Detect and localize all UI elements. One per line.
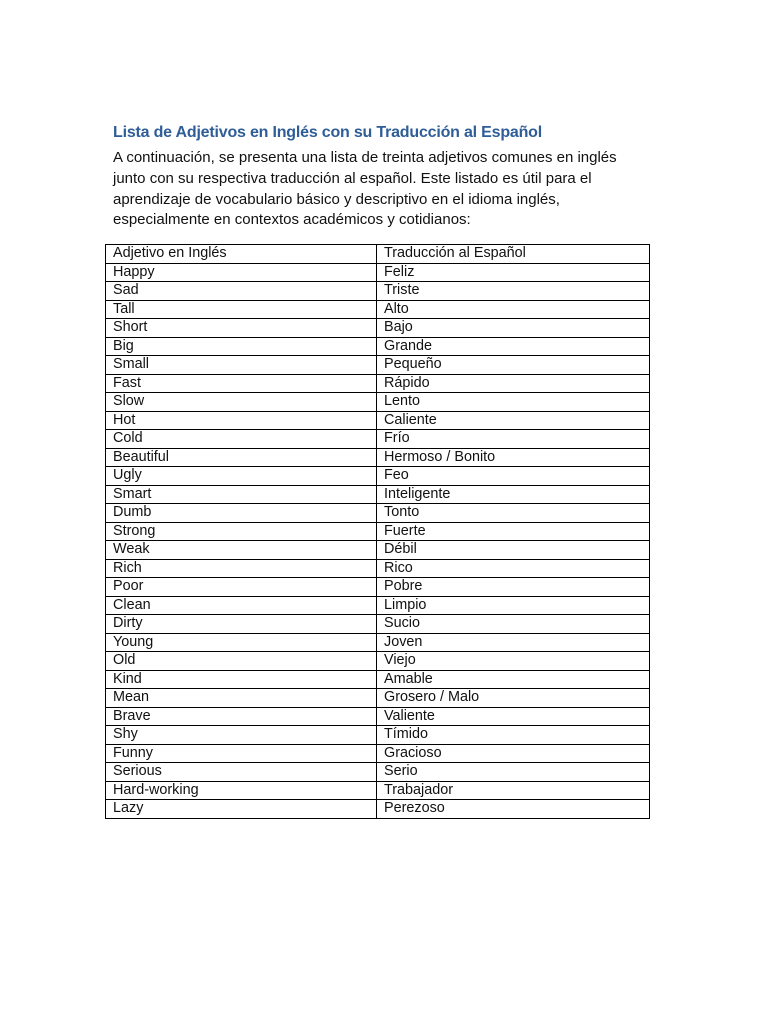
- table-row: [106, 800, 650, 819]
- table-row: [106, 522, 650, 541]
- table-row: [106, 689, 650, 708]
- table-row: [106, 707, 650, 726]
- cell-english-adjective: Lazy: [106, 800, 377, 819]
- cell-spanish-translation: Frío: [377, 430, 650, 449]
- cell-spanish-translation: Fuerte: [377, 522, 650, 541]
- cell-english-adjective: Shy: [106, 726, 377, 745]
- table-row: [106, 430, 650, 449]
- cell-english-adjective: Mean: [106, 689, 377, 708]
- cell-spanish-translation: Trabajador: [377, 781, 650, 800]
- table-row: [106, 633, 650, 652]
- table-row: [106, 282, 650, 301]
- cell-spanish-translation: Rico: [377, 559, 650, 578]
- cell-english-adjective: Rich: [106, 559, 377, 578]
- cell-spanish-translation: Grande: [377, 337, 650, 356]
- cell-english-adjective: Hard-working: [106, 781, 377, 800]
- table-row: [106, 300, 650, 319]
- cell-spanish-translation: Viejo: [377, 652, 650, 671]
- table-row: [106, 319, 650, 338]
- cell-english-adjective: Strong: [106, 522, 377, 541]
- cell-english-adjective: Slow: [106, 393, 377, 412]
- cell-english-adjective: Sad: [106, 282, 377, 301]
- header-spanish: Traducción al Español: [377, 245, 650, 264]
- cell-english-adjective: Young: [106, 633, 377, 652]
- cell-english-adjective: Funny: [106, 744, 377, 763]
- cell-spanish-translation: Limpio: [377, 596, 650, 615]
- cell-english-adjective: Weak: [106, 541, 377, 560]
- cell-spanish-translation: Débil: [377, 541, 650, 560]
- adjectives-table: [105, 244, 650, 819]
- cell-english-adjective: Smart: [106, 485, 377, 504]
- table-row: [106, 374, 650, 393]
- cell-spanish-translation: Feo: [377, 467, 650, 486]
- cell-english-adjective: Small: [106, 356, 377, 375]
- cell-spanish-translation: Caliente: [377, 411, 650, 430]
- cell-english-adjective: Ugly: [106, 467, 377, 486]
- table-body: [106, 245, 650, 819]
- table-row: [106, 596, 650, 615]
- table-row: [106, 356, 650, 375]
- cell-english-adjective: Big: [106, 337, 377, 356]
- header-english: Adjetivo en Inglés: [106, 245, 377, 264]
- cell-english-adjective: Dumb: [106, 504, 377, 523]
- cell-english-adjective: Clean: [106, 596, 377, 615]
- cell-english-adjective: Old: [106, 652, 377, 671]
- cell-spanish-translation: Pequeño: [377, 356, 650, 375]
- cell-english-adjective: Happy: [106, 263, 377, 282]
- cell-spanish-translation: Tonto: [377, 504, 650, 523]
- cell-english-adjective: Serious: [106, 763, 377, 782]
- cell-spanish-translation: Lento: [377, 393, 650, 412]
- table-row: [106, 541, 650, 560]
- cell-english-adjective: Beautiful: [106, 448, 377, 467]
- cell-spanish-translation: Triste: [377, 282, 650, 301]
- cell-spanish-translation: Perezoso: [377, 800, 650, 819]
- cell-english-adjective: Short: [106, 319, 377, 338]
- table-row: [106, 744, 650, 763]
- cell-spanish-translation: Grosero / Malo: [377, 689, 650, 708]
- cell-spanish-translation: Valiente: [377, 707, 650, 726]
- cell-spanish-translation: Bajo: [377, 319, 650, 338]
- cell-spanish-translation: Rápido: [377, 374, 650, 393]
- cell-spanish-translation: Pobre: [377, 578, 650, 597]
- table-row: [106, 504, 650, 523]
- cell-spanish-translation: Alto: [377, 300, 650, 319]
- cell-spanish-translation: Hermoso / Bonito: [377, 448, 650, 467]
- table-row: [106, 559, 650, 578]
- table-row: [106, 781, 650, 800]
- cell-spanish-translation: Inteligente: [377, 485, 650, 504]
- cell-spanish-translation: Serio: [377, 763, 650, 782]
- table-row: [106, 337, 650, 356]
- table-row: [106, 393, 650, 412]
- cell-english-adjective: Cold: [106, 430, 377, 449]
- cell-english-adjective: Brave: [106, 707, 377, 726]
- cell-spanish-translation: Joven: [377, 633, 650, 652]
- cell-spanish-translation: Amable: [377, 670, 650, 689]
- cell-english-adjective: Dirty: [106, 615, 377, 634]
- cell-spanish-translation: Tímido: [377, 726, 650, 745]
- table-header-row: [106, 245, 650, 264]
- table-row: [106, 615, 650, 634]
- table-row: [106, 411, 650, 430]
- table-row: [106, 448, 650, 467]
- cell-spanish-translation: Gracioso: [377, 744, 650, 763]
- table-row: [106, 467, 650, 486]
- intro-paragraph: A continuación, se presenta una lista de treinta adjetivos comunes en inglés junto con su respectiva traducción al español. Este listado es útil para el aprendizaje de vocabulario básico y descriptivo en el idioma inglés, especialmente en contextos académicos y cotidianos:: [113, 149, 617, 229]
- cell-english-adjective: Hot: [106, 411, 377, 430]
- cell-spanish-translation: Sucio: [377, 615, 650, 634]
- table-row: [106, 670, 650, 689]
- table-row: [106, 652, 650, 671]
- cell-spanish-translation: Feliz: [377, 263, 650, 282]
- table-row: [106, 726, 650, 745]
- table-row: [106, 578, 650, 597]
- cell-english-adjective: Kind: [106, 670, 377, 689]
- table-row: [106, 485, 650, 504]
- cell-english-adjective: Poor: [106, 578, 377, 597]
- document-title: Lista de Adjetivos en Inglés con su Traducción al Español: [113, 124, 542, 141]
- cell-english-adjective: Fast: [106, 374, 377, 393]
- table-row: [106, 763, 650, 782]
- table-row: [106, 263, 650, 282]
- cell-english-adjective: Tall: [106, 300, 377, 319]
